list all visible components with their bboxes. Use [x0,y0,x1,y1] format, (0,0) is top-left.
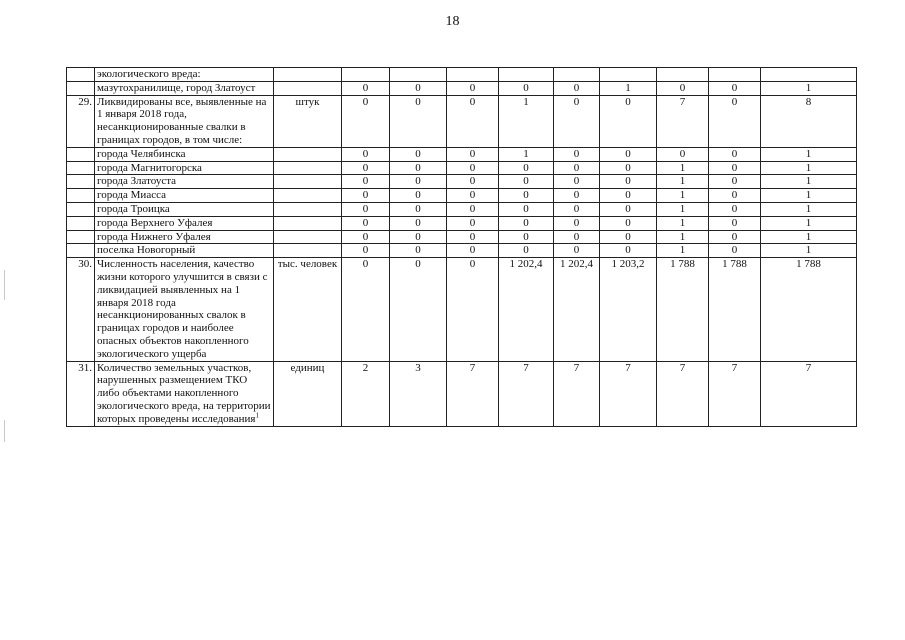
value-cell: 0 [390,258,447,361]
table-row [67,189,857,203]
value-cell: 1 [657,202,709,216]
indicator-text: Численность населения, качество жизни которого улучшится в связи с ликвидацией выявленных на 1 января 2018 года несанкционированных свалок в границах городов и наиболее опасных объектов накопленного экологического ущерба [97,258,268,360]
indicator-cell [95,161,274,175]
value-cell: 0 [709,244,761,258]
unit-cell: единиц [274,361,342,426]
value-cell: 0 [499,175,554,189]
value-cell: 0 [447,147,499,161]
indicator-text: города Верхнего Уфалея [97,216,213,229]
value-cell: 0 [447,81,499,95]
indicator-cell [95,95,274,147]
value-cell: 7 [657,361,709,426]
indicator-cell [95,258,274,361]
value-cell: 1 [657,244,709,258]
value-cell: 0 [447,175,499,189]
unit-cell [274,189,342,203]
indicator-cell [95,68,274,82]
value-cell: 0 [709,81,761,95]
value-cell: 7 [499,361,554,426]
value-cell: 0 [657,147,709,161]
value-cell: 0 [390,202,447,216]
indicator-text: города Челябинска [97,147,186,160]
value-cell: 1 [657,230,709,244]
table-row [67,216,857,230]
row-number [67,189,95,203]
value-cell: 0 [709,161,761,175]
row-number: 29. [67,95,95,147]
row-number: 31. [67,361,95,426]
value-cell: 1 202,4 [554,258,600,361]
table-row [67,81,857,95]
value-cell: 0 [342,230,390,244]
value-cell: 0 [600,161,657,175]
indicator-cell [95,244,274,258]
value-cell: 0 [447,202,499,216]
value-cell: 0 [554,202,600,216]
table-row [67,68,857,82]
value-cell: 7 [600,361,657,426]
value-cell: 7 [447,361,499,426]
indicator-cell [95,361,274,426]
value-cell: 0 [554,230,600,244]
value-cell: 0 [554,161,600,175]
unit-cell [274,216,342,230]
row-number [67,81,95,95]
value-cell: 0 [342,175,390,189]
value-cell: 0 [600,230,657,244]
footnote-marker: 1 [255,411,259,420]
value-cell: 1 [657,216,709,230]
value-cell: 0 [390,216,447,230]
value-cell: 1 [499,147,554,161]
value-cell: 0 [554,244,600,258]
value-cell: 0 [342,161,390,175]
value-cell: 0 [709,147,761,161]
value-cell: 7 [709,361,761,426]
unit-cell: штук [274,95,342,147]
value-cell: 1 [657,175,709,189]
value-cell: 0 [554,147,600,161]
value-cell: 0 [390,189,447,203]
value-cell: 0 [499,161,554,175]
table-row [67,202,857,216]
value-cell: 0 [390,147,447,161]
value-cell: 0 [342,189,390,203]
table-row [67,161,857,175]
margin-mark [4,270,5,300]
indicator-text: поселка Новогорный [97,244,196,257]
value-cell: 3 [390,361,447,426]
value-cell: 1 [657,161,709,175]
value-cell: 0 [499,202,554,216]
indicator-cell [95,216,274,230]
value-cell: 1 [499,95,554,147]
indicator-text: Ликвидированы все, выявленные на 1 января 2018 года, несанкционированные свалки в границах городов, в том числе: [97,95,267,146]
table-row [67,147,857,161]
value-cell: 0 [499,230,554,244]
value-cell: 0 [709,95,761,147]
indicator-cell [95,230,274,244]
value-cell: 1 [761,230,857,244]
value-cell: 0 [709,189,761,203]
value-cell: 0 [447,95,499,147]
value-cell: 7 [761,361,857,426]
value-cell: 0 [709,175,761,189]
indicator-text: города Златоуста [97,175,177,188]
value-cell: 0 [709,216,761,230]
value-cell [709,68,761,82]
value-cell: 1 [761,244,857,258]
value-cell: 0 [600,147,657,161]
unit-cell [274,175,342,189]
value-cell: 0 [600,189,657,203]
row-number: 30. [67,258,95,361]
value-cell: 0 [447,161,499,175]
indicator-cell [95,189,274,203]
value-cell: 7 [554,361,600,426]
value-cell: 0 [447,258,499,361]
margin-mark [4,420,5,442]
value-cell: 0 [709,202,761,216]
indicator-text: города Троицка [97,202,170,215]
value-cell: 1 [761,147,857,161]
row-number [67,175,95,189]
indicator-text: города Нижнего Уфалея [97,230,211,243]
value-cell: 0 [600,202,657,216]
value-cell: 0 [600,95,657,147]
value-cell: 1 [761,81,857,95]
value-cell: 0 [342,202,390,216]
value-cell: 0 [447,189,499,203]
value-cell: 1 202,4 [499,258,554,361]
indicator-cell [95,147,274,161]
value-cell: 0 [554,81,600,95]
value-cell: 8 [761,95,857,147]
value-cell: 7 [657,95,709,147]
value-cell: 0 [342,216,390,230]
value-cell: 0 [390,230,447,244]
row-number [67,216,95,230]
value-cell: 0 [342,244,390,258]
value-cell: 1 203,2 [600,258,657,361]
row-number [67,147,95,161]
value-cell: 0 [499,81,554,95]
unit-cell [274,244,342,258]
value-cell: 1 [761,161,857,175]
indicator-cell [95,175,274,189]
unit-cell [274,147,342,161]
value-cell: 1 788 [657,258,709,361]
table-row [67,258,857,361]
row-number [67,202,95,216]
value-cell: 0 [554,95,600,147]
value-cell: 1 [761,189,857,203]
value-cell: 1 [600,81,657,95]
value-cell [600,68,657,82]
unit-cell: тыс. человек [274,258,342,361]
indicator-text: мазутохранилище, город Златоуст [97,81,256,94]
row-number [67,244,95,258]
value-cell: 1 788 [709,258,761,361]
value-cell: 0 [447,244,499,258]
value-cell: 0 [390,175,447,189]
value-cell: 0 [342,258,390,361]
value-cell: 2 [342,361,390,426]
row-number [67,161,95,175]
value-cell [447,68,499,82]
table-row [67,361,857,426]
value-cell [499,68,554,82]
indicator-text: Количество земельных участков, нарушенных размещением ТКО либо объектами накопленного экологического вреда, на территории которых проведены исследования [97,361,271,425]
value-cell: 0 [709,230,761,244]
indicator-text: города Миасса [97,189,166,202]
indicator-text: города Магнитогорска [97,161,202,174]
value-cell: 0 [554,175,600,189]
value-cell: 0 [447,230,499,244]
value-cell: 0 [342,147,390,161]
value-cell: 0 [390,81,447,95]
value-cell: 1 [761,216,857,230]
value-cell: 0 [499,216,554,230]
value-cell: 0 [499,189,554,203]
page-number: 18 [445,14,460,29]
row-number [67,68,95,82]
unit-cell [274,161,342,175]
table-row [67,95,857,147]
indicator-text: экологического вреда: [97,68,201,80]
value-cell [761,68,857,82]
unit-cell [274,202,342,216]
value-cell: 1 [761,175,857,189]
table-row [67,244,857,258]
value-cell: 0 [600,244,657,258]
table-row [67,230,857,244]
value-cell: 1 [657,189,709,203]
indicator-cell [95,81,274,95]
indicator-cell [95,202,274,216]
value-cell: 0 [554,216,600,230]
value-cell: 0 [554,189,600,203]
unit-cell [274,68,342,82]
row-number [67,230,95,244]
value-cell: 1 [761,202,857,216]
value-cell [657,68,709,82]
value-cell: 0 [342,81,390,95]
value-cell: 0 [390,244,447,258]
value-cell: 0 [342,95,390,147]
value-cell: 1 788 [761,258,857,361]
indicators-table [66,67,857,427]
value-cell: 0 [600,175,657,189]
value-cell: 0 [390,161,447,175]
value-cell: 0 [390,95,447,147]
value-cell: 0 [499,244,554,258]
value-cell: 0 [657,81,709,95]
table-row [67,175,857,189]
value-cell [390,68,447,82]
unit-cell [274,81,342,95]
value-cell [342,68,390,82]
value-cell: 0 [447,216,499,230]
value-cell [554,68,600,82]
unit-cell [274,230,342,244]
value-cell: 0 [600,216,657,230]
